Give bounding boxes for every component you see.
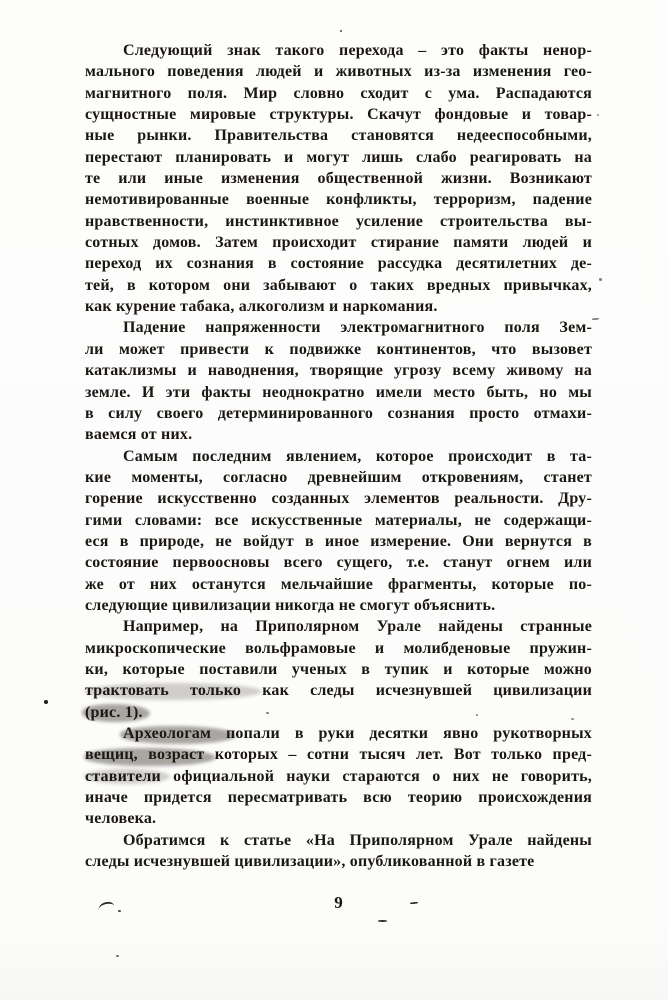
text-line: следующие цивилизации никогда не смогут объяснить.: [85, 596, 496, 614]
scan-speck: [597, 114, 599, 116]
text-line: магнитного поля. Мир словно сходит с ума. Распадаются: [85, 84, 592, 102]
scan-speck: [378, 920, 387, 922]
text-line: как курение табака, алкоголизм и наркомания.: [85, 298, 438, 316]
text-line: в силу своего детерминированного сознания просто отмахи-: [85, 404, 592, 422]
text-line: человека.: [85, 810, 157, 828]
text-line: состояние первоосновы всего сущего, т.е. станут огнем или: [85, 554, 592, 572]
scan-speck: [599, 278, 602, 281]
text-line: еся в природе, не войдут в иное измерение. Они вернутся в: [85, 532, 592, 550]
page-text: [85, 40, 592, 872]
text-line: вещиц, возраст которых – сотни тысяч лет. Вот только пред-: [85, 746, 592, 764]
text-line: гими словами: все искусственные материалы, не содержащи-: [85, 511, 592, 529]
text-line: нравственности, инстинктивное усиление строительства вы-: [85, 212, 592, 230]
text-line: тей, в котором они забывают о таких вредных привычках,: [85, 276, 592, 294]
text-line: горение искусственно созданных элементов реальности. Дру-: [85, 490, 592, 508]
text-line: (рис. 1).: [85, 703, 143, 721]
paragraph: [85, 830, 592, 873]
text-line: следы исчезнувшей цивилизации», опубликованной в газете: [85, 853, 535, 871]
page-number: 9: [334, 893, 343, 912]
ink-blot: [44, 700, 48, 704]
paragraph: [85, 446, 592, 617]
text-line: Обратимся к статье «На Приполярном Урале найдены: [123, 831, 592, 849]
text-line: ставители официальной науки стараются о них не говорить,: [85, 767, 592, 785]
scan-speck: [116, 955, 119, 957]
text-line: сущностные мировые структуры. Скачут фондовые и товар-: [85, 106, 592, 124]
text-line: немотивированные военные конфликты, терроризм, падение: [85, 191, 592, 209]
text-line: ные рынки. Правительства становятся недееспособными,: [85, 127, 592, 145]
text-line: Падение напряженности электромагнитного поля Зем-: [123, 319, 592, 337]
text-line: Следующий знак такого перехода – это факты ненор-: [123, 42, 592, 59]
paragraph: [85, 317, 592, 445]
text-line: земле. И эти факты неоднократно имели место быть, но мы: [85, 383, 592, 401]
text-line: трактовать только как следы исчезнувшей цивилизации: [85, 682, 592, 700]
text-line: ли может привести к подвижке континентов, что вызовет: [85, 340, 592, 358]
text-line: перестают планировать и могут лишь слабо реагировать на: [85, 148, 592, 166]
text-line: микроскопические вольфрамовые и молибденовые пружин-: [85, 639, 592, 657]
text-line: катаклизмы и наводнения, творящие угрозу всему живому на: [85, 362, 592, 380]
text-line: Археологам попали в руки десятки явно рукотворных: [123, 725, 592, 742]
text-line: же от них останутся мельчайшие фрагменты, которые по-: [85, 575, 592, 593]
text-line: Например, на Приполярном Урале найдены странные: [123, 618, 592, 636]
text-line: те или иные изменения общественной жизни. Возникают: [85, 170, 592, 188]
text-line: переход их сознания в состояние рассудка десятилетних де-: [85, 255, 592, 273]
scan-speck: [340, 30, 342, 32]
text-line: ки, которые поставили ученых в тупик и которые можно: [85, 660, 592, 678]
text-line: мального поведения людей и животных из-за изменения гео-: [85, 63, 592, 81]
text-line: иначе придется пересматривать всю теорию происхождения: [85, 789, 592, 807]
scan-speck: [592, 318, 599, 320]
paragraph: [85, 616, 592, 723]
text-line: Самым последним явлением, которое происходит в та-: [123, 447, 592, 465]
text-line: ваемся от них.: [85, 426, 193, 444]
paragraph: [85, 40, 592, 317]
text-line: сотных домов. Затем происходит стирание памяти людей и: [85, 234, 592, 252]
text-line: кие моменты, согласно древнейшим откровениям, станет: [85, 468, 592, 486]
paragraph: [85, 723, 592, 830]
